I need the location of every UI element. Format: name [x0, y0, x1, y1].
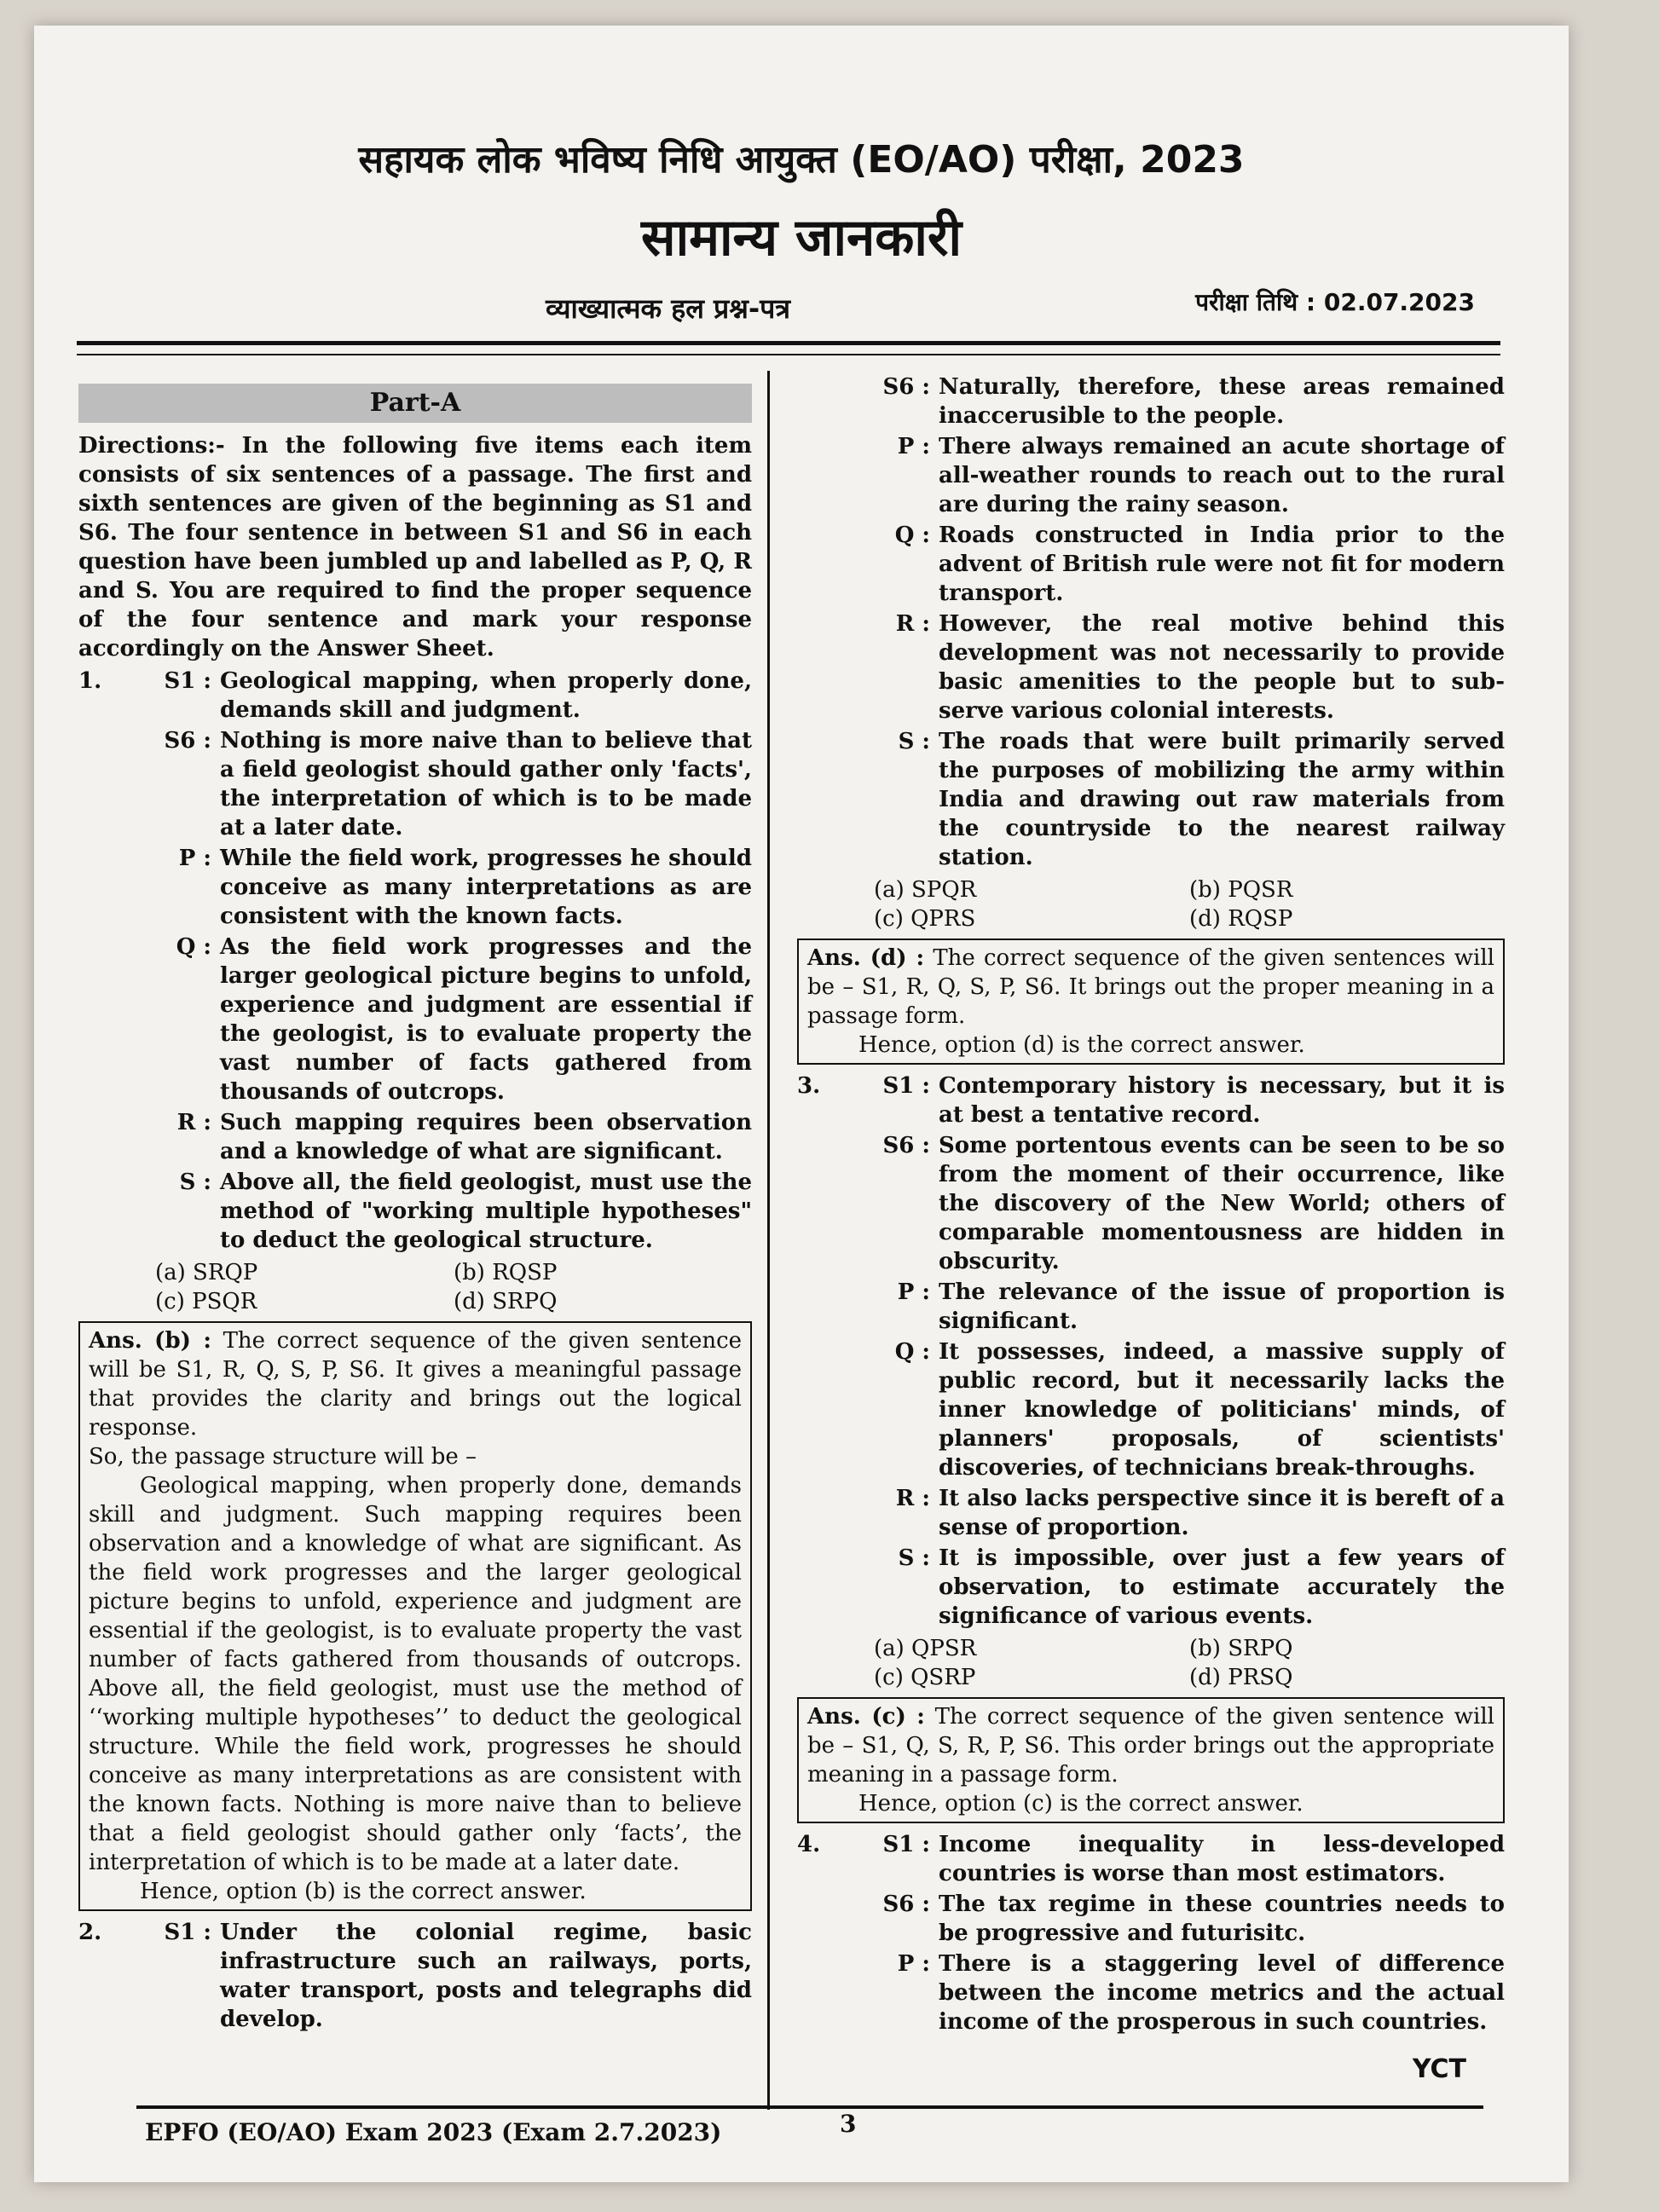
column-divider — [767, 371, 770, 2110]
question-4 — [797, 1830, 1505, 2038]
options — [797, 1634, 1505, 1692]
sentence-s: S : It is impossible, over just a few years of observation, to estimate accurately the significance of various events. — [898, 1545, 1505, 1629]
option-d: (d) SRPQ — [454, 1289, 558, 1314]
option-c: (c) QPRS — [874, 906, 976, 932]
answer-label: Ans. (d) : — [807, 945, 925, 971]
options — [78, 1258, 752, 1316]
option-a: (a) SPQR — [874, 877, 977, 903]
part-heading: Part-A — [78, 384, 752, 423]
exam-date: परीक्षा तिथि : 02.07.2023 — [1195, 288, 1475, 316]
header-rule-thick — [77, 341, 1500, 345]
option-a: (a) SRQP — [155, 1260, 258, 1285]
exam-title: सहायक लोक भविष्य निधि आयुक्त (EO/AO) परीक्षा, 2023 — [358, 138, 1245, 182]
sentence-s6: S6 : Nothing is more naive than to believe that a field geologist should gather only 'facts', the interpretation of which is to be made at a later date. — [164, 728, 752, 840]
question-2 — [78, 1918, 752, 2036]
document-page — [34, 26, 1569, 2182]
sentence-s6: S6 : Naturally, therefore, these areas remained inaccerusible to the people. — [882, 374, 1505, 429]
paper-subtitle: व्याख्यात्मक हल प्रश्न-पत्र — [546, 292, 790, 325]
page-number: 3 — [840, 2110, 857, 2138]
option-a: (a) QPSR — [874, 1636, 977, 1661]
sentence-s1: S1 : Under the colonial regime, basic infrastructure such an railways, ports, water transport, posts and telegraphs did develop. — [164, 1920, 752, 2032]
sentence-p: P : There always remained an acute shortage of all-weather rounds to reach out to the rural are during the rainy season. — [897, 434, 1505, 517]
option-b: (b) RQSP — [454, 1260, 558, 1285]
answer-hence: Hence, option (c) is the correct answer. — [858, 1791, 1304, 1816]
sentence-q: Q : It possesses, indeed, a massive supply of public record, but it necessarily lacks the inner knowledge of politicians' minds, of planners' proposals, of scientists' discoveries, of technicians break-throughs. — [894, 1339, 1505, 1481]
header-rule-thin — [77, 354, 1500, 355]
answer-box — [78, 1321, 752, 1911]
option-b: (b) SRPQ — [1189, 1636, 1293, 1661]
left-column — [78, 384, 752, 2036]
sentence-s: S : The roads that were built primarily served the purposes of mobilizing the army within India and drawing out raw materials from the countryside to the nearest railway station. — [898, 729, 1505, 870]
question-1 — [78, 667, 752, 1256]
answer-hence: Hence, option (d) is the correct answer. — [858, 1032, 1305, 1058]
subject-title: सामान्य जानकारी — [641, 208, 962, 268]
answer-label: Ans. (c) : — [807, 1704, 925, 1730]
option-b: (b) PQSR — [1189, 877, 1293, 903]
directions: Directions:- In the following five items each item consists of six sentences of a passage. The first and sixth sentences are given of the beginning as S1 and S6. The four sentence in between S1 and S6 in each question have been jumbled up and labelled as P, Q, R and S. You are required to find the proper sequence of the four sentence and mark your response accordingly on the Answer Sheet. — [78, 433, 752, 661]
sentence-q: Q : Roads constructed in India prior to the advent of British rule were not fit for modern transport. — [894, 523, 1505, 606]
question-3 — [797, 1071, 1505, 1632]
answer-passage: Geological mapping, when properly done, demands skill and judgment. Such mapping requires been observation and a knowledge of what are significant. As the field work progresses and the larger geological picture begins to unfold, experience and judgment are essential if the geologist, is to evaluate property the vast number of facts gathered from thousands of outcrops. Above all, the field geologist, must use the method of ‘‘working multiple hypotheses’’ to deduct the geological structure. While the field work, progresses he should conceive as many interpretations as are consistent with the known facts. Nothing is more naive than to believe that a field geologist should gather only ‘facts’, the interpretation of which is to be made at a later date. — [89, 1473, 742, 1875]
sentence-s: S : Above all, the field geologist, must use the method of "working multiple hypotheses" to deduct the geological structure. — [179, 1170, 752, 1253]
answer-label: Ans. (b) : — [89, 1328, 211, 1354]
option-c: (c) QSRP — [874, 1665, 976, 1690]
sentence-q: Q : As the field work progresses and the larger geological picture begins to unfold, experience and judgment are essential if the geologist, is to evaluate property the vast number of facts gathered from thousands of outcrops. — [176, 934, 752, 1105]
brand-mark: YCT — [1412, 2054, 1466, 2084]
sentence-p: P : There is a staggering level of difference between the income metrics and the actual income of the prosperous in such countries. — [897, 1951, 1505, 2035]
question-number: 1. — [78, 668, 102, 694]
options — [797, 875, 1505, 933]
sentence-r: R : It also lacks perspective since it is bereft of a sense of proportion. — [895, 1486, 1505, 1540]
sentence-s1: S1 : Income inequality in less-developed countries is worse than most estimators. — [882, 1832, 1505, 1886]
answer-so: So, the passage structure will be – — [89, 1444, 477, 1470]
sentence-r: R : Such mapping requires been observation and a knowledge of what are significant. — [176, 1110, 752, 1164]
sentence-s1: S1 : Geological mapping, when properly done, demands skill and judgment. — [164, 668, 752, 723]
answer-hence: Hence, option (b) is the correct answer. — [140, 1879, 587, 1904]
question-number: 2. — [78, 1920, 102, 1945]
sentence-r: R : However, the real motive behind this development was not necessarily to provide basic amenities to the people but to sub-serve various colonial interests. — [895, 611, 1505, 724]
sentence-p: P : The relevance of the issue of proportion is significant. — [897, 1279, 1505, 1334]
right-column — [797, 371, 1505, 2038]
option-d: (d) RQSP — [1189, 906, 1293, 932]
sentence-s1: S1 : Contemporary history is necessary, but it is at best a tentative record. — [882, 1073, 1505, 1128]
sentence-s6: S6 : Some portentous events can be seen to be so from the moment of their occurrence, like the discovery of the New World; others of comparable momentousness are hidden in obscurity. — [882, 1133, 1505, 1274]
sentence-p: P : While the field work, progresses he should conceive as many interpretations as are consistent with the known facts. — [178, 846, 752, 929]
answer-box — [797, 939, 1505, 1065]
answer-text: The correct sequence of the given sentence will be S1, R, Q, S, P, S6. It gives a meaningful passage that provides the clarity and brings out the logical response. — [89, 1328, 743, 1441]
sentence-s6: S6 : The tax regime in these countries needs to be progressive and futurisitc. — [882, 1891, 1505, 1946]
footer-rule — [136, 2105, 1483, 2109]
footer-exam: EPFO (EO/AO) Exam 2023 (Exam 2.7.2023) — [145, 2118, 722, 2146]
answer-text: The correct sequence of the given sentence will be – S1, Q, S, R, P, S6. This order brings out the appropriate meaning in a passage form. — [807, 1704, 1494, 1788]
question-number: 4. — [797, 1832, 821, 1857]
question-number: 3. — [797, 1073, 821, 1099]
answer-box — [797, 1697, 1505, 1823]
option-d: (d) PRSQ — [1189, 1665, 1293, 1690]
option-c: (c) PSQR — [155, 1289, 257, 1314]
answer-text: The correct sequence of the given sentences will be – S1, R, Q, S, P, S6. It brings out the proper meaning in a passage form. — [807, 945, 1494, 1029]
question-2-continued — [797, 373, 1505, 874]
